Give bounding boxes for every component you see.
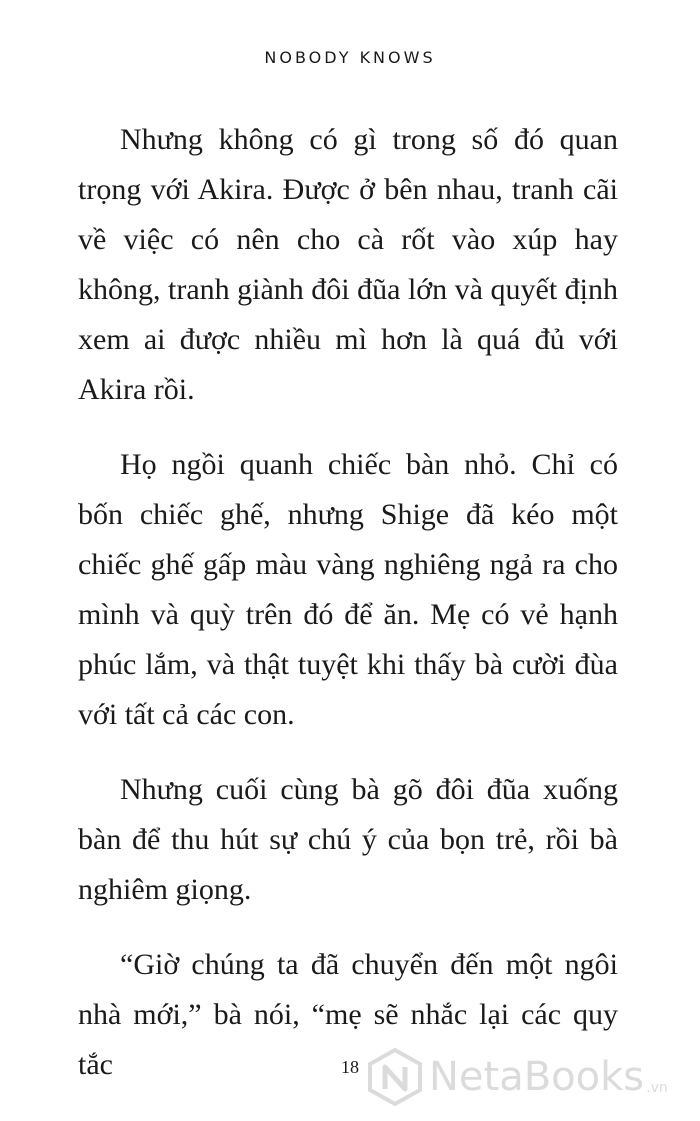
paragraph-4: “Giờ chúng ta đã chuyển đến một ngôi nhà mới,” bà nói, “mẹ sẽ nhắc lại các quy tắc (78, 948, 618, 1081)
page-number: 18 (341, 1057, 359, 1077)
watermark (365, 1042, 695, 1112)
body-text (78, 115, 618, 1115)
paragraph-2: Họ ngồi quanh chiếc bàn nhỏ. Chỉ có bốn chiếc ghế, nhưng Shige đã kéo một chiếc ghế gấp màu vàng nghiêng ngả ra cho mình và quỳ trên đó để ăn. Mẹ có vẻ hạnh phúc lắm, và thật tuyệt khi thấy bà cười đùa với tất cả các con. (78, 448, 618, 731)
netabooks-logo-icon (365, 1047, 425, 1107)
paragraph-1: Nhưng không có gì trong số đó quan trọng với Akira. Được ở bên nhau, tranh cãi về việc có nên cho cà rốt vào xúp hay không, tranh giành đôi đũa lớn và quyết định xem ai được nhiều mì hơn là quá đủ với Akira rồi. (78, 123, 618, 406)
paragraph-3: Nhưng cuối cùng bà gõ đôi đũa xuống bàn để thu hút sự chú ý của bọn trẻ, rồi bà nghiêm giọng. (78, 773, 618, 906)
watermark-text: NetaBooks (429, 1054, 645, 1100)
running-head: NOBODY KNOWS (264, 48, 436, 67)
watermark-suffix: .vn (646, 1080, 668, 1096)
